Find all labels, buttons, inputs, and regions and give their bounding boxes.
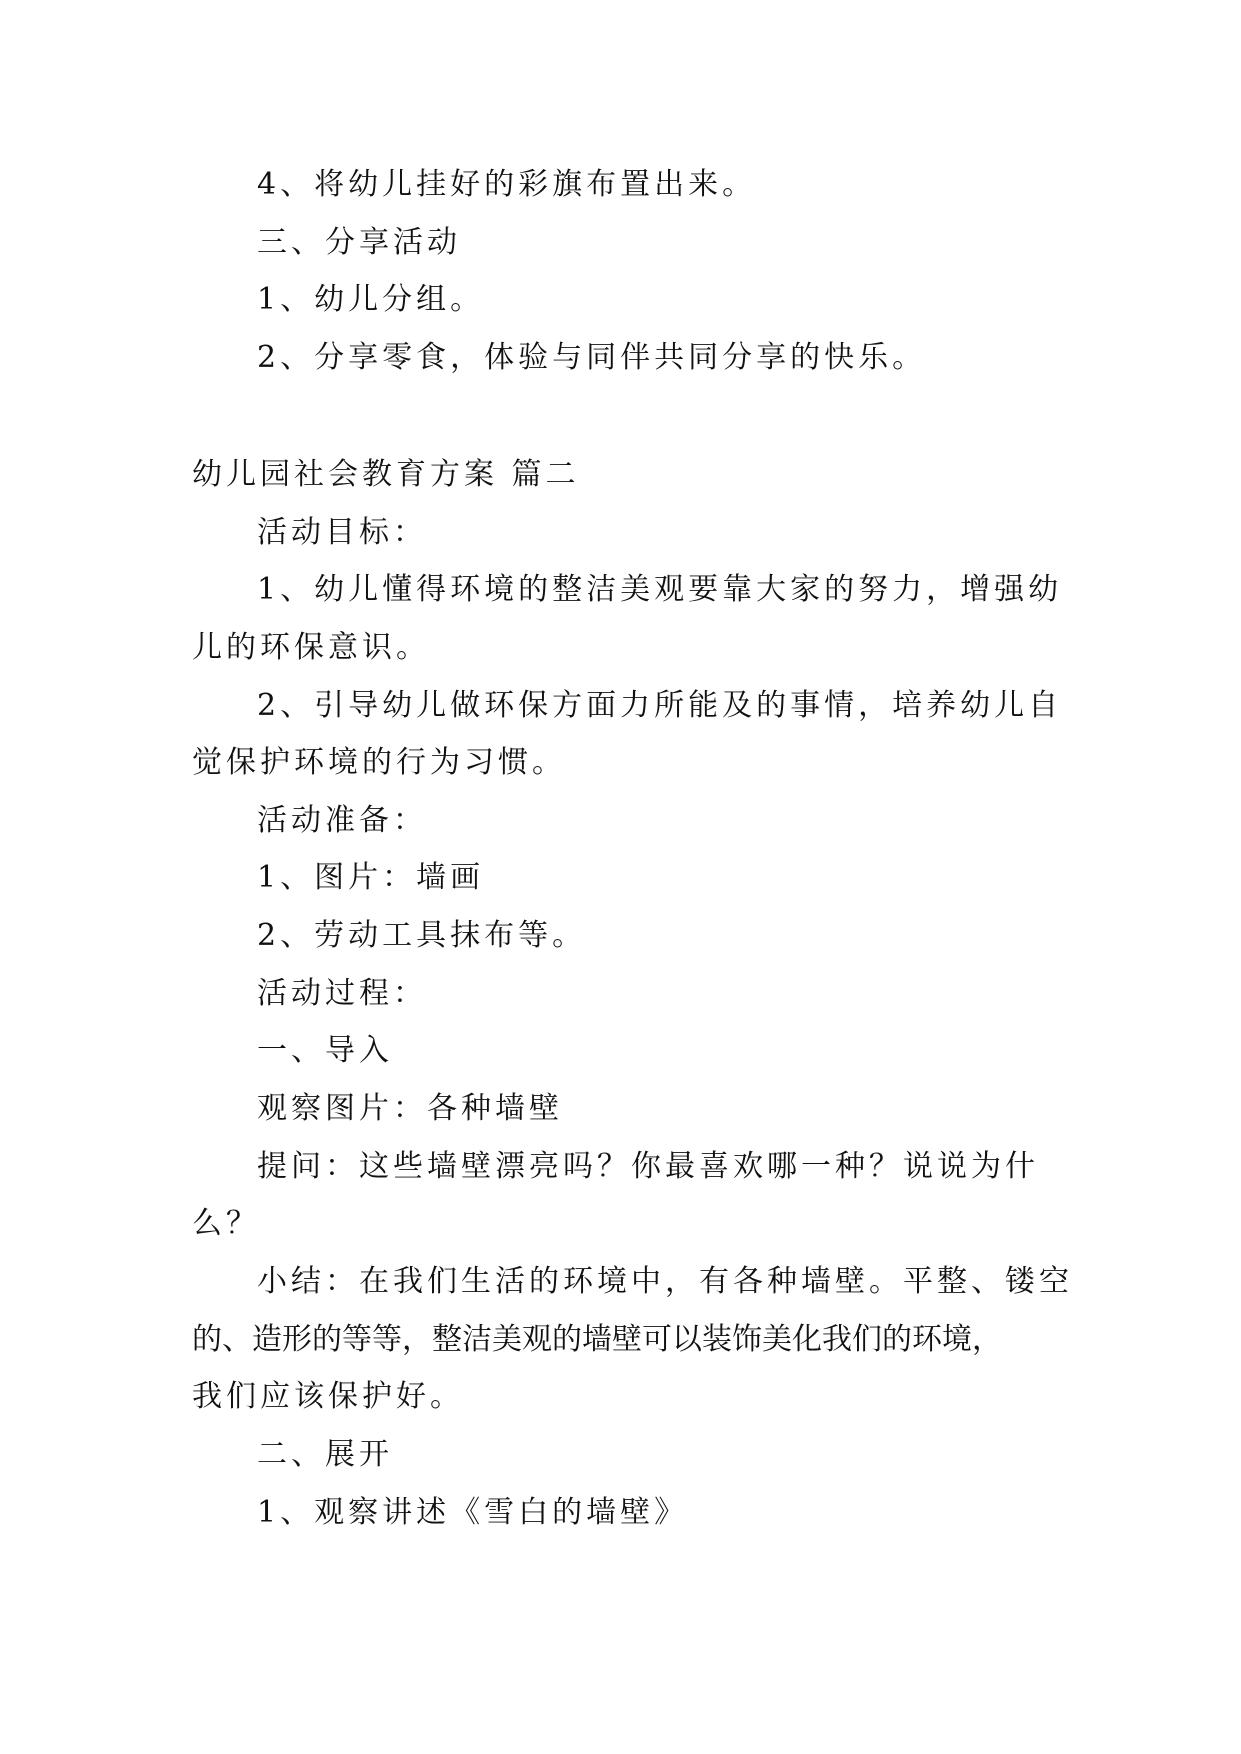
preparation-1: 1、图片：墙画	[257, 860, 485, 895]
summary-line-a: 小结：在我们生活的环境中，有各种墙壁。平整、镂空	[257, 1264, 1073, 1299]
goal-1-line-a: 1、幼儿懂得环境的整洁美观要靠大家的努力，增强幼	[257, 572, 1063, 607]
goal-2-line-a: 2、引导幼儿做环保方面力所能及的事情，培养幼儿自	[257, 688, 1063, 723]
observe-story-line: 1、观察讲述《雪白的墙壁》	[257, 1495, 689, 1530]
goal-1-line-b: 儿的环保意识。	[192, 630, 430, 665]
summary-line-b: 的、造形的等等，整洁美观的墙壁可以装饰美化我们的环境，	[192, 1322, 1002, 1357]
step-1-line: 1、幼儿分组。	[257, 282, 485, 317]
goal-2-line-b: 觉保护环境的行为习惯。	[192, 745, 566, 780]
summary-line-c: 我们应该保护好。	[192, 1379, 464, 1414]
section-heading-share: 三、分享活动	[257, 225, 461, 260]
observe-pictures: 观察图片：各种墙壁	[257, 1091, 563, 1126]
preparation-heading: 活动准备：	[257, 803, 427, 838]
step-4-line: 4、将幼儿挂好的彩旗布置出来。	[257, 167, 757, 202]
plan-title: 幼儿园社会教育方案 篇二	[192, 457, 580, 492]
goals-heading: 活动目标：	[257, 515, 427, 550]
question-line-a: 提问：这些墙壁漂亮吗？你最喜欢哪一种？说说为什	[257, 1149, 1039, 1184]
question-line-b: 么？	[192, 1206, 260, 1241]
intro-heading: 一、导入	[257, 1033, 393, 1068]
step-2-line: 2、分享零食，体验与同伴共同分享的快乐。	[257, 340, 927, 375]
expand-heading: 二、展开	[257, 1437, 393, 1472]
process-heading: 活动过程：	[257, 976, 427, 1011]
preparation-2: 2、劳动工具抹布等。	[257, 918, 587, 953]
